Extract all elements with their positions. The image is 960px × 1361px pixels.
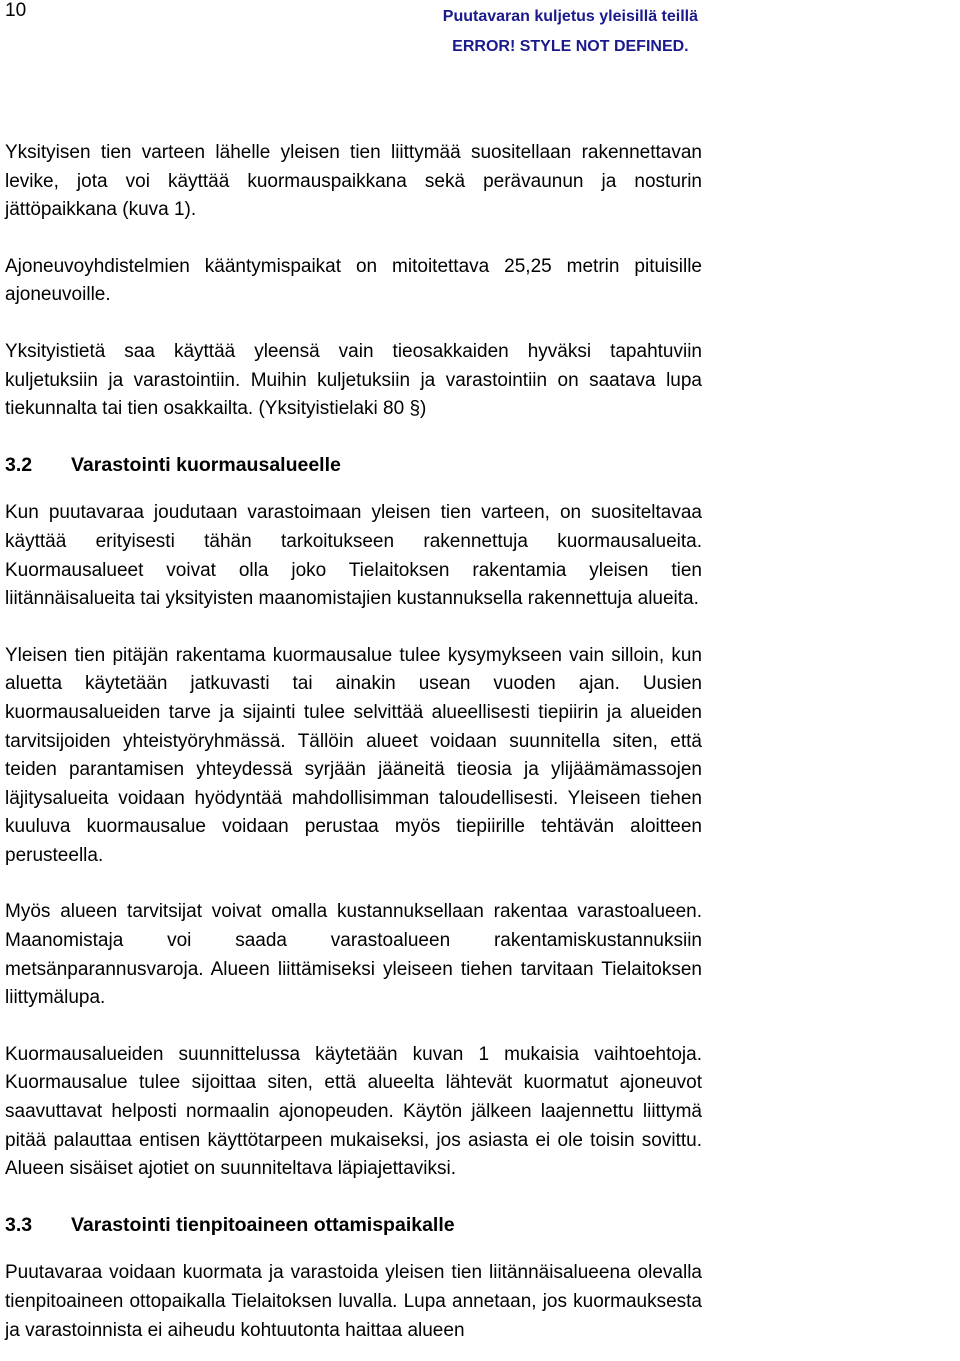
paragraph-1: Yksityisen tien varteen lähelle yleisen tien liittymää suositellaan rakennettavan levike, jota voi käyttää kuormauspaikkana sekä perävaunun ja nosturin jättöpaikkana (kuva 1). [5,142,702,221]
section-number: 3.3 [5,1213,33,1236]
paragraph-2: Ajoneuvoyhdistelmien kääntymispaikat on mitoitettava 25,25 metrin pituisille ajoneuvoille. [5,255,702,306]
paragraph-7: Kuormausalueiden suunnittelussa käytetään kuvan 1 mukaisia vaihtoehtoja. Kuormausalue tulee sijoittaa siten, että alueelta lähtevät kuormatut ajoneuvot saavuttavat helposti normaalin ajonopeuden. Käytön jälkeen laajennettu liittymä pitää palauttaa entisen käyttötarpeen mukaiseksi, jos asiasta ei ole toisin sovittu. Alueen sisäiset ajotiet on suunniteltava läpiajettaviksi. [5,1043,702,1180]
running-header-subtitle: ERROR! STYLE NOT DEFINED. [452,38,689,55]
section-number: 3.2 [5,453,33,476]
paragraph-5: Yleisen tien pitäjän rakentama kuormausalue tulee kysymykseen vain silloin, kun aluetta käytetään jatkuvasti tai ainakin usean vuoden ajan. Uusien kuormausalueiden tarve ja sijainti tulee selvittää alueellisesti tiepiirin ja alueiden tarvitsijoiden yhteistyöryhmässä. Tällöin alueet voidaan suunnitella siten, että teiden parantamisen yhteydessä syrjään jääneitä tieosia ja ylijäämämassojen läjitysalueita voidaan hyödyntää mahdollisimman taloudellisesti. Yleiseen tiehen kuuluva kuormausalue voidaan perustaa myös tiepiirille tehtävän aloitteen perusteella. [5,644,702,866]
section-heading-3-2 [5,451,702,480]
running-header [443,2,698,62]
section-title: Varastointi tienpitoaineen ottamispaikalle [71,1213,455,1236]
running-header-title: Puutavaran kuljetus yleisillä teillä [442,8,698,25]
page-number: 10 [5,0,27,21]
paragraph-6: Myös alueen tarvitsijat voivat omalla kustannuksellaan rakentaa varastoalueen. Maanomistaja voi saada varastoalueen rakentamiskustannuksiin metsänparannusvaroja. Alueen liittämiseksi yleiseen tiehen tarvitaan Tielaitoksen liittymälupa. [5,901,702,1009]
paragraph-8: Puutavaraa voidaan kuormata ja varastoida yleisen tien liitännäisalueena olevalla tienpitoaineen ottopaikalla Tielaitoksen luvalla. Lupa annetaan, jos kuormauksesta ja varastoinnista ei aiheudu kohtuutonta haittaa alueen [5,1262,702,1341]
section-title: Varastointi kuormausalueelle [71,453,341,476]
section-heading-3-3 [5,1211,702,1240]
paragraph-4: Kun puutavaraa joudutaan varastoimaan yleisen tien varteen, on suositeltavaa käyttää erityisesti tähän tarkoitukseen rakennettuja kuormausalueita. Kuormausalueet voivat olla joko Tielaitoksen rakentamia yleisen tien liitännäisalueita tai yksityisten maanomistajien kustannuksella rakennettuja alueita. [5,502,702,610]
document-body [5,139,702,1345]
paragraph-3: Yksityistietä saa käyttää yleensä vain tieosakkaiden hyväksi tapahtuviin kuljetuksiin ja varastointiin. Muihin kuljetuksiin ja varastointiin on saatava lupa tiekunnalta tai tien osakkailta. (Yksityistielaki 80 §) [5,340,702,420]
